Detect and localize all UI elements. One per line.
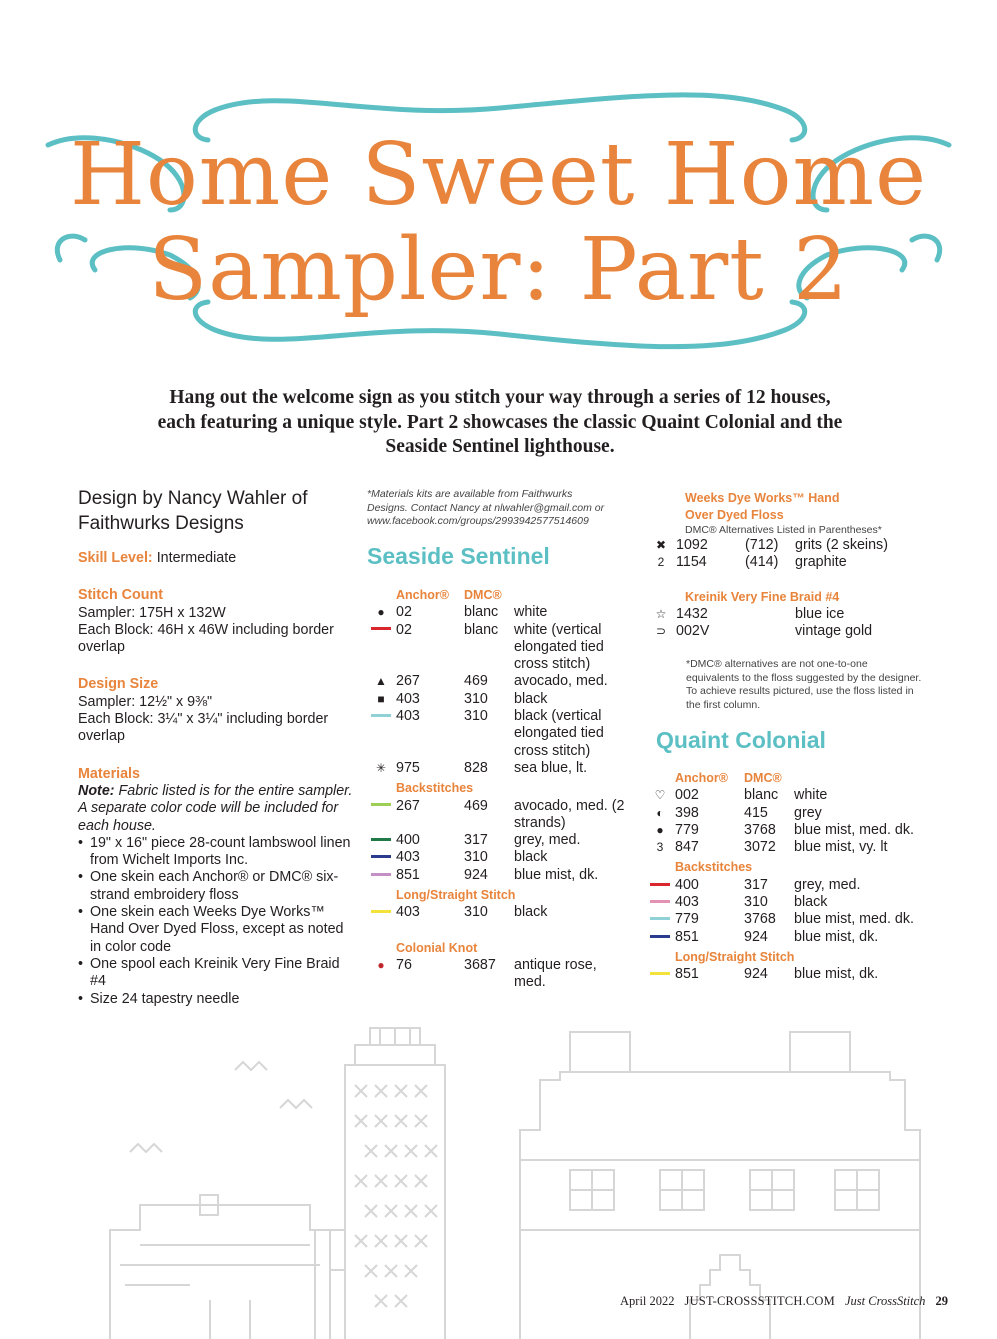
page-number: 29 [935, 1294, 948, 1308]
dmc-cell: 924 [464, 866, 488, 883]
table-row [366, 673, 629, 690]
anchor-cell: 779 [675, 911, 699, 928]
seaside-straight-heading: Long/Straight Stitch [396, 888, 516, 903]
color-name-cell: avocado, med. [514, 673, 608, 690]
line-symbol-icon [650, 972, 670, 975]
dmc-cell: 3072 [744, 839, 776, 856]
color-name-cell: black [794, 894, 828, 911]
materials-list [78, 835, 353, 1008]
weeks-heading [685, 490, 945, 536]
dmc-cell: 924 [744, 928, 768, 945]
kreinik-table [646, 606, 935, 641]
dmc-cell: blanc [464, 604, 499, 621]
table-row [366, 832, 629, 849]
stitch-symbol-icon: 3 [656, 840, 664, 855]
table-row [645, 894, 919, 911]
table-row [646, 554, 935, 571]
dmc-alt-cell: (414) [745, 554, 779, 571]
stitch-symbol-icon: ● [377, 957, 385, 972]
dmc-cell: 310 [464, 708, 488, 725]
materials-heading: Materials [78, 765, 140, 782]
table-row [366, 708, 629, 760]
color-name-cell: black [514, 690, 548, 707]
line-symbol-icon [650, 917, 670, 920]
weeks-title-line-1: Weeks Dye Works™ Hand [685, 491, 840, 505]
color-name-cell: sea blue, lt. [514, 759, 588, 776]
materials-note-label: Note: [78, 782, 115, 799]
quaint-backstitches-heading: Backstitches [675, 860, 753, 875]
color-name-cell: blue ice [795, 606, 845, 622]
skill-value: Intermediate [156, 550, 237, 566]
design-size-heading: Design Size [78, 676, 159, 693]
color-name-cell: blue mist, med. dk. [794, 911, 914, 928]
title-line-2: Sampler: Part 2 [148, 220, 849, 320]
bird-icon [130, 1144, 162, 1152]
color-name-cell: grey, med. [514, 832, 581, 849]
seaside-backstitches-heading: Backstitches [396, 781, 474, 796]
table-row [366, 904, 629, 921]
stitch-symbol-icon: ◐ [656, 805, 664, 820]
color-name-cell: grey, med. [794, 876, 861, 893]
seaside-color-key [366, 587, 631, 992]
anchor-cell: 851 [675, 928, 699, 945]
stitch-symbol-icon: ✳ [375, 760, 387, 775]
table-row [366, 957, 629, 992]
line-symbol-icon [371, 910, 391, 913]
line-symbol-icon [650, 935, 670, 938]
houses-line-art [100, 1020, 930, 1339]
dmc-cell: 3768 [744, 821, 776, 838]
quaint-table [645, 770, 919, 984]
dmc-cell: 469 [464, 797, 488, 814]
seaside-heading: Seaside Sentinel [367, 543, 550, 569]
stitch-count-line-2: Each Block: 46H x 46W including border overlap [78, 621, 334, 656]
quaint-color-key [645, 770, 945, 984]
project-details [78, 550, 353, 1008]
designer-line-1: Design by Nancy Wahler of [78, 488, 308, 509]
quaint-straight-heading: Long/Straight Stitch [675, 949, 795, 964]
footer-magazine: Just CrossStitch [844, 1294, 926, 1308]
color-name-cell: blue mist, med. dk. [794, 821, 914, 838]
braid-number-cell: 002V [676, 623, 710, 640]
stitch-symbol-icon: ♡ [654, 788, 666, 803]
table-row [645, 966, 919, 983]
bird-icon [280, 1100, 312, 1108]
dmc-cell: 828 [464, 759, 488, 776]
intro-text: Hang out the welcome sign as you stitch your way through a series of 12 houses, each featuring a unique style. Part 2 showcases the classic Quaint Colonial and the Seaside Sentinel lighthouse. [157, 387, 843, 457]
anchor-cell: 403 [675, 894, 699, 911]
list-item: • Size 24 tapestry needle [90, 991, 353, 1008]
table-row [645, 805, 919, 822]
table-row [645, 839, 919, 856]
anchor-cell: 400 [675, 876, 699, 893]
dmc-cell: 310 [464, 849, 488, 866]
kit-note-line-1: *Materials kits are available from Faithwurks [367, 488, 573, 500]
bird-icon [235, 1062, 267, 1070]
anchor-cell: 403 [396, 849, 420, 866]
col-anchor: Anchor® [396, 588, 449, 602]
braid-number-cell: 1432 [676, 606, 708, 622]
quaint-heading: Quaint Colonial [656, 727, 826, 753]
anchor-cell: 02 [396, 604, 412, 621]
anchor-cell: 779 [675, 821, 699, 838]
kit-note-line-3: www.facebook.com/groups/2993942577514609 [367, 515, 589, 527]
table-row [646, 623, 935, 640]
line-symbol-icon [650, 883, 670, 886]
color-name-cell: grits (2 skeins) [795, 537, 888, 553]
page-footer [620, 1294, 948, 1309]
anchor-cell: 400 [396, 832, 420, 849]
anchor-cell: 847 [675, 839, 699, 856]
line-symbol-icon [371, 873, 391, 876]
materials-note-text: Fabric listed is for the entire sampler. A separate color code will be included for each house. [78, 782, 353, 834]
footer-date: April 2022 [620, 1294, 675, 1308]
line-symbol-icon [371, 838, 391, 841]
dmc-cell: 317 [464, 832, 488, 849]
anchor-cell: 02 [396, 621, 412, 638]
anchor-cell: 403 [396, 904, 420, 921]
design-size-line-1: Sampler: 12½" x 9⅜" [78, 693, 213, 710]
table-row [366, 604, 629, 621]
anchor-cell: 403 [396, 690, 420, 707]
dmc-cell: 317 [744, 876, 768, 893]
table-row [645, 929, 919, 946]
table-row [366, 622, 629, 674]
line-symbol-icon [371, 855, 391, 858]
kit-note-line-2: Designs. Contact Nancy at nlwahler@gmail.com or [367, 501, 605, 514]
stitch-symbol-icon: ● [377, 605, 385, 620]
anchor-cell: 851 [675, 966, 699, 983]
anchor-cell: 267 [396, 673, 420, 690]
line-symbol-icon [371, 803, 391, 806]
dmc-cell: 3768 [744, 911, 776, 928]
color-name-cell: grey [794, 804, 822, 821]
dmc-cell: 415 [744, 804, 768, 821]
list-item: • 19" x 16" piece 28-count lambswool linen from Wichelt Imports Inc. [90, 835, 353, 870]
dmc-cell: 310 [464, 690, 488, 707]
stitch-symbol-icon: ⊃ [655, 624, 667, 639]
table-row [366, 867, 629, 884]
weeks-title-line-2: Over Dyed Floss [685, 508, 784, 522]
materials-note [78, 783, 353, 835]
anchor-cell: 267 [396, 797, 420, 814]
stitch-symbol-icon: 2 [657, 555, 665, 570]
skill-label: Skill Level: [78, 550, 153, 566]
anchor-cell: 403 [396, 708, 420, 725]
page-title [40, 90, 957, 360]
color-name-cell: black [514, 849, 548, 866]
color-name-cell: vintage gold [795, 623, 873, 640]
line-symbol-icon [650, 900, 670, 903]
table-row [645, 911, 919, 928]
table-row [366, 798, 629, 833]
table-row [646, 606, 935, 623]
line-symbol-icon [371, 627, 391, 630]
stitch-symbol-icon: ✖ [655, 538, 667, 552]
dmc-cell: 3687 [464, 956, 496, 973]
kreinik-color-key [646, 606, 946, 641]
color-name-cell: black [514, 904, 548, 921]
floss-number-cell: 1092 [676, 537, 708, 553]
dmc-cell: 924 [744, 966, 768, 983]
footer-site: JUST-CROSSSTITCH.COM [684, 1294, 835, 1308]
anchor-cell: 975 [396, 759, 420, 776]
color-name-cell: white (vertical elongated tied cross stitch) [514, 621, 604, 673]
anchor-cell: 002 [675, 787, 699, 804]
skill-level [78, 550, 353, 567]
table-row [645, 877, 919, 894]
dmc-cell: blanc [744, 787, 779, 804]
weeks-subtitle: DMC® Alternatives Listed in Parentheses* [685, 524, 882, 536]
table-row [366, 849, 629, 866]
anchor-cell: 76 [396, 956, 412, 973]
color-name-cell: white [514, 604, 548, 621]
col-dmc: DMC® [744, 771, 782, 785]
dmc-alternatives-note: *DMC® alternatives are not one-to-one equivalents to the floss suggested by the designer. To achieve results pictured, use the floss listed in the first column. [686, 658, 922, 711]
stitch-symbol-icon: ■ [377, 691, 385, 706]
list-item: • One skein each Weeks Dye Works™ Hand Over Dyed Floss, except as noted in color code [90, 904, 353, 956]
seaside-table [366, 587, 629, 992]
anchor-cell: 851 [396, 866, 420, 883]
color-name-cell: graphite [795, 554, 847, 571]
color-name-cell: blue mist, vy. lt [794, 839, 888, 856]
col-dmc: DMC® [464, 588, 502, 602]
design-size-line-2: Each Block: 3¼" x 3¼" including border overlap [78, 711, 329, 745]
dmc-cell: 310 [744, 894, 768, 911]
stitch-count-heading: Stitch Count [78, 587, 163, 604]
dmc-cell: 310 [464, 904, 488, 921]
weeks-table [646, 537, 935, 572]
color-name-cell: avocado, med. (2 strands) [514, 797, 625, 831]
dmc-cell: blanc [464, 621, 499, 638]
color-name-cell: blue mist, dk. [514, 866, 599, 883]
kit-note [367, 488, 627, 529]
anchor-cell: 398 [675, 804, 699, 821]
color-name-cell: blue mist, dk. [794, 966, 879, 983]
color-name-cell: white [794, 787, 828, 804]
kreinik-heading: Kreinik Very Fine Braid #4 [685, 590, 840, 604]
table-row [366, 760, 629, 777]
stitch-symbol-icon: ▲ [375, 674, 387, 689]
table-row [366, 691, 629, 708]
list-item: • One spool each Kreinik Very Fine Braid #4 [90, 956, 353, 991]
weeks-color-key [646, 537, 946, 572]
stitch-symbol-icon: ● [656, 822, 664, 837]
dmc-cell: 469 [464, 673, 488, 690]
color-name-cell: antique rose, med. [514, 956, 597, 991]
dmc-alt-cell: (712) [745, 537, 779, 553]
col-anchor: Anchor® [675, 771, 728, 785]
list-item: • One skein each Anchor® or DMC® six-strand embroidery floss [90, 869, 353, 904]
designer-line-2: Faithwurks Designs [78, 513, 244, 534]
line-symbol-icon [371, 714, 391, 717]
color-name-cell: blue mist, dk. [794, 928, 879, 945]
table-row [646, 537, 935, 554]
table-row [645, 822, 919, 839]
seaside-knot-heading: Colonial Knot [396, 940, 478, 955]
stitch-count-line-1: Sampler: 175H x 132W [78, 604, 226, 621]
floss-number-cell: 1154 [676, 554, 707, 571]
stitch-symbol-icon: ☆ [655, 607, 667, 621]
designer-credit [78, 486, 348, 536]
table-row [645, 787, 919, 804]
color-name-cell: black (vertical elongated tied cross stitch) [514, 708, 604, 759]
title-line-1: Home Sweet Home [70, 125, 927, 225]
